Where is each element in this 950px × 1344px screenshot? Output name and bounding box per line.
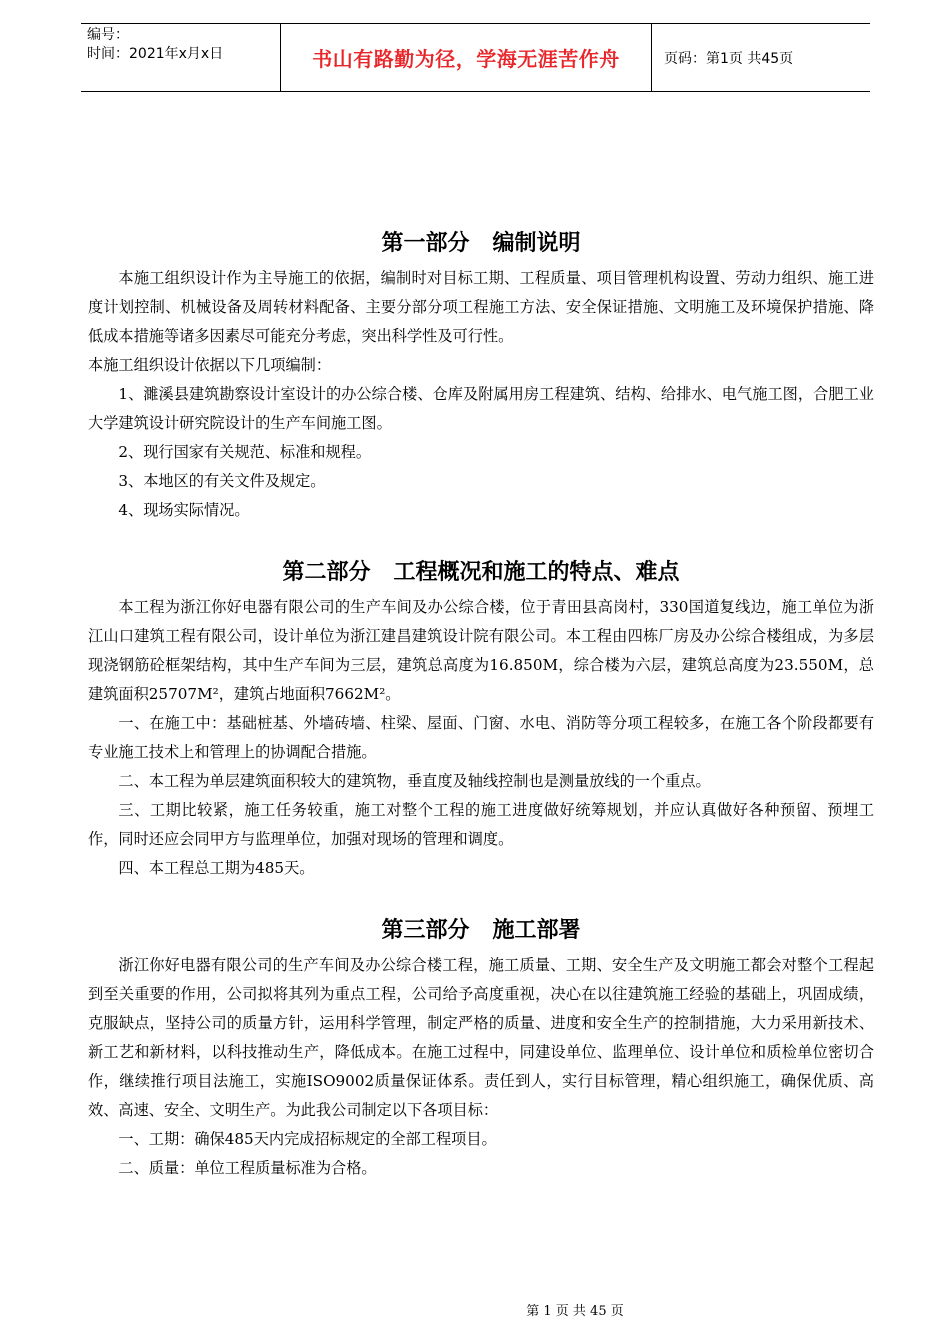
paragraph: 四、本工程总工期为485天。 [118, 859, 315, 877]
header-slogan: 书山有路勤为径，学海无涯苦作舟 [281, 24, 652, 91]
paragraph: 一、在施工中：基础桩基、外墙砖墙、柱梁、屋面、门窗、水电、消防等分项工程较多，在施工各个阶段都要有专业施工技术上和管理上的协调配合措施。 [88, 714, 874, 761]
document-body [88, 224, 874, 1183]
document-time-label: 时间：2021年x月x日 [87, 46, 224, 62]
paragraph: 三、工期比较紧，施工任务较重，施工对整个工程的施工进度做好统筹规划，并应认真做好各种预留、预埋工作，同时还应会同甲方与监理单位，加强对现场的管理和调度。 [88, 801, 874, 848]
paragraph: 4、现场实际情况。 [118, 501, 250, 519]
paragraph: 本施工组织设计作为主导施工的依据，编制时对目标工期、工程质量、项目管理机构设置、劳动力组织、施工进度计划控制、机械设备及周转材料配备、主要分部分项工程施工方法、安全保证措施、文明施工及环境保护措施、降低成本措施等诸多因素尽可能充分考虑，突出科学性及可行性。 [88, 269, 874, 345]
section-title: 第二部分 工程概况和施工的特点、难点 [282, 560, 680, 585]
page-footer: 第 1 页 共 45 页 [526, 1304, 624, 1319]
page-header [81, 23, 870, 92]
paragraph: 本工程为浙江你好电器有限公司的生产车间及办公综合楼，位于青田县高岗村，330国道复线边，施工单位为浙江山口建筑工程有限公司，设计单位为浙江建昌建筑设计院有限公司。本工程由四栋厂房及办公综合楼组成，为多层现浇钢筋砼框架结构，其中生产车间为三层，建筑总高度为16.850M，综合楼为六层，建筑总高度为23.550M，总建筑面积25707M²，建筑占地面积7662M²。 [88, 598, 874, 703]
paragraph: 一、工期：确保485天内完成招标规定的全部工程项目。 [118, 1130, 497, 1148]
section-title: 第一部分 编制说明 [381, 231, 581, 256]
header-page-info: 页码：第1页 共45页 [664, 50, 794, 67]
paragraph: 3、本地区的有关文件及规定。 [118, 472, 326, 490]
paragraph: 二、质量：单位工程质量标准为合格。 [118, 1159, 377, 1177]
document-number-label: 编号： [87, 27, 129, 43]
section-spacer [88, 525, 874, 553]
paragraph: 1、濉溪县建筑勘察设计室设计的办公综合楼、仓库及附属用房工程建筑、结构、给排水、电气施工图，合肥工业大学建筑设计研究院设计的生产车间施工图。 [88, 385, 874, 432]
header-meta [81, 24, 281, 91]
paragraph: 2、现行国家有关规范、标准和规程。 [118, 443, 372, 461]
paragraph: 二、本工程为单层建筑面积较大的建筑物，垂直度及轴线控制也是测量放线的一个重点。 [118, 772, 711, 790]
paragraph: 浙江你好电器有限公司的生产车间及办公综合楼工程，施工质量、工期、安全生产及文明施工都会对整个工程起到至关重要的作用，公司拟将其列为重点工程，公司给予高度重视，决心在以往建筑施工经验的基础上，巩固成绩，克服缺点，坚持公司的质量方针，运用科学管理，制定严格的质量、进度和安全生产的控制措施，大力采用新技术、新工艺和新材料，以科技推动生产，降低成本。在施工过程中，同建设单位、监理单位、设计单位和质检单位密切合作，继续推行项目法施工，实施ISO9002质量保证体系。责任到人，实行目标管理，精心组织施工，确保优质、高效、高速、安全、文明生产。为此我公司制定以下各项目标： [88, 956, 874, 1119]
paragraph: 本施工组织设计依据以下几项编制： [88, 356, 331, 374]
section-spacer [88, 883, 874, 911]
section-title: 第三部分 施工部署 [381, 918, 581, 943]
